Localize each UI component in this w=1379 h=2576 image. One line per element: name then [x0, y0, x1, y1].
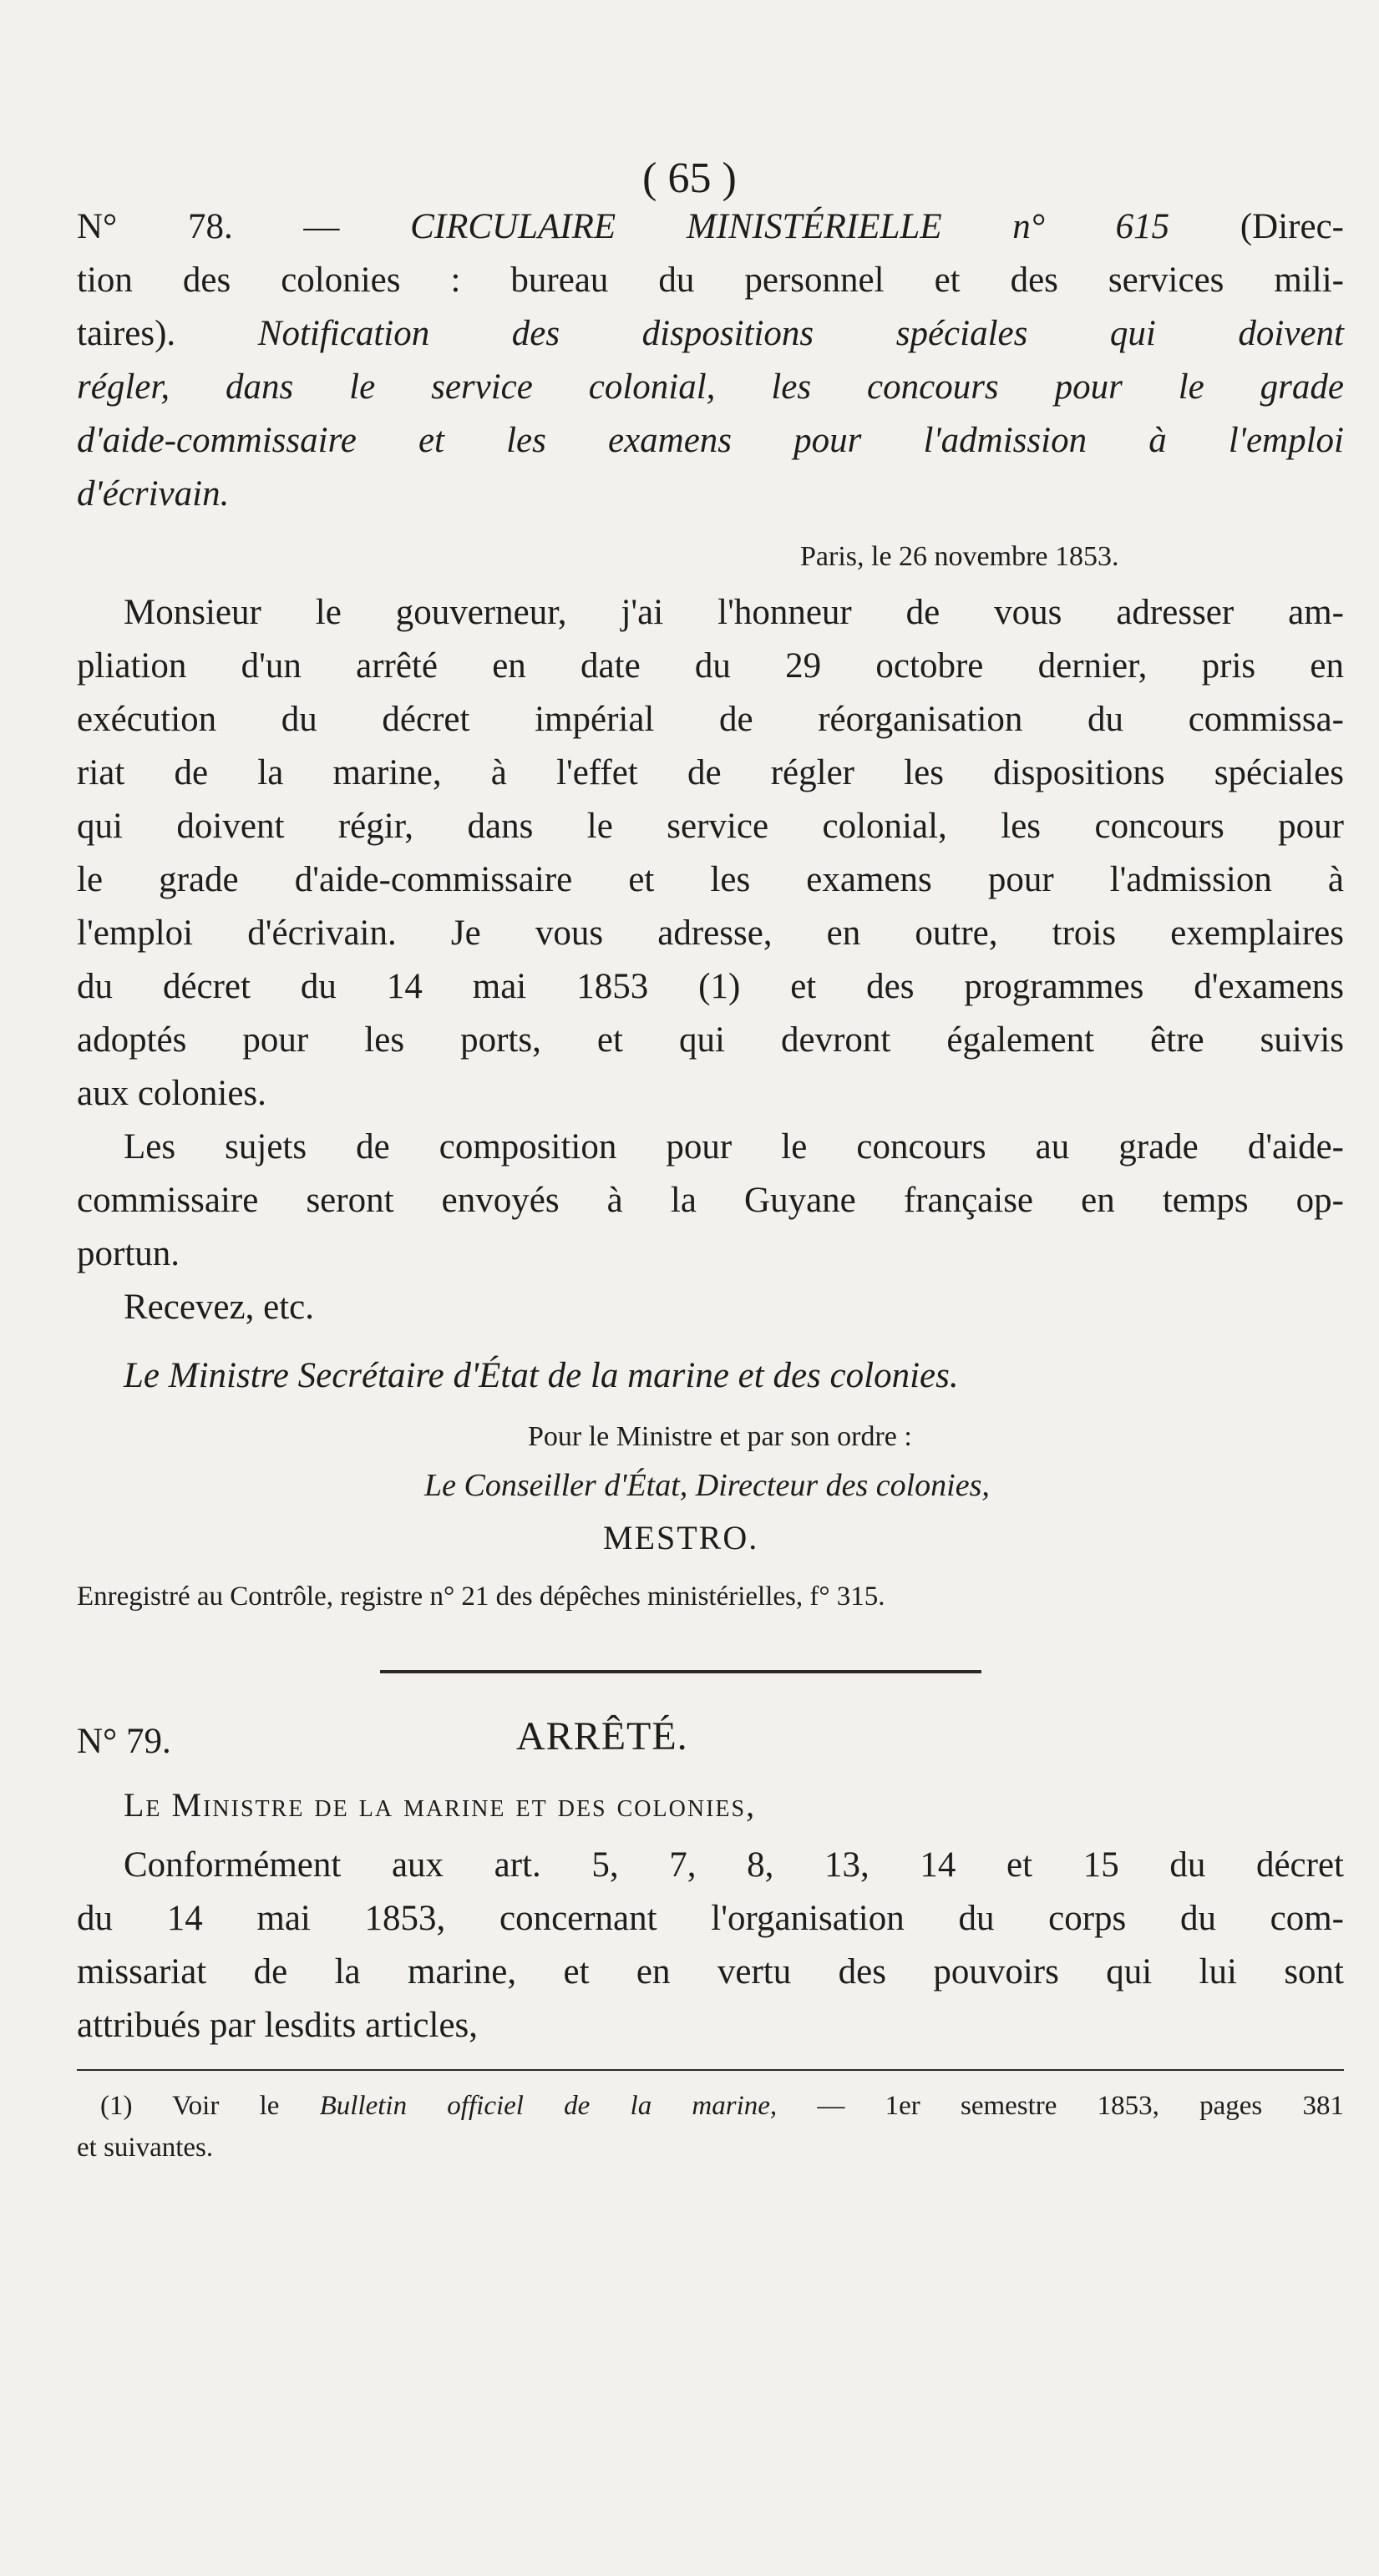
heading-line-5: d'aide-commissaire et les examens pour l'admission à l'emploi	[77, 421, 1344, 460]
heading-line-1	[77, 209, 1344, 245]
heading-line-3: taires). Notification des dispositions spéciales qui doivent	[77, 314, 1345, 353]
page-number: ( 65 )	[642, 154, 737, 202]
section-divider	[380, 1670, 981, 1673]
letter-date: Paris, le 26 novembre 1853.	[800, 541, 1119, 572]
item-79-number: N° 79.	[77, 1722, 171, 1761]
signatory-name: MESTRO.	[603, 1519, 759, 1556]
minister-title: Le Ministre Secrétaire d'État de la marine et des colonies.	[124, 1356, 959, 1395]
heading-line-2: tion des colonies : bureau du personnel et des services mili-	[77, 261, 1344, 300]
footnote-rule	[77, 2069, 1344, 2071]
arrete-title: ARRÊTÉ.	[516, 1714, 688, 1759]
heading-line-6: d'écrivain.	[77, 474, 230, 514]
by-order-line: Pour le Ministre et par son ordre :	[528, 1421, 912, 1452]
councillor-line: Le Conseiller d'État, Directeur des colonies,	[424, 1468, 990, 1503]
notification-text: Notification des dispositions spéciales qui doivent	[257, 314, 1345, 353]
ministry-authority: Le Ministre de la marine et des colonies,	[124, 1786, 757, 1824]
circular-title: CIRCULAIRE MINISTÉRIELLE n° 615	[410, 207, 1170, 246]
closing-formula: Recevez, etc.	[124, 1288, 314, 1327]
bulletin-title: Bulletin officiel de la marine,	[319, 2091, 778, 2121]
registration-note: Enregistré au Contrôle, registre n° 21 des dépêches ministérielles, f° 315.	[77, 1582, 885, 1612]
heading-line-4: régler, dans le service colonial, les concours pour le grade	[77, 367, 1344, 407]
item-number: N° 78. —	[77, 207, 411, 246]
direction-open: (Direc-	[1169, 207, 1344, 246]
document-page: ( 65 ) N° 78. — CIRCULAIRE MINISTÉRIELLE n° 615 (Direc- tion des colonies : bureau du personnel et des services mili- taires). Notification des dispositions spéciales qui doivent régler, dans le service colonial, les concours pour le grade d'aide-commissaire et les examens pour l'admission à l'emploi d'écrivain. Paris, le 26 novembre 1853. Monsieur le gouverneur, j'ai l'honneur de vous adresser am- pliation d'un arrêté en date du 29 octobre dernier, pris en exécution du décret impérial de réorganisation du commissa- riat de la marine, à l'effet de régler les dispositions spéciales qui doivent régir, dans le service colonial, les concours pour le grade d'aide-commissaire et les examens pour l'admission à l'emploi d'écrivain. Je vous adresse, en outre, trois exemplaires du décret du 14 mai 1853 (1) et des programmes d'examens adoptés pour les ports, et qui devront également être suivis aux colonies. Les sujets de composition pour le concours au grade d'aide- commissaire seront envoyés à la Guyane française en temps op- portun. Recevez, etc. Le Ministre Secrétaire d'État de la marine et des colonies. Pour le Ministre et par son ordre : Le Conseiller d'État, Directeur des colonies, MESTRO. Enregistré au Contrôle, registre n° 21 des dépêches ministérielles, f° 315. N° 79. ARRÊTÉ. Le Ministre de la marine et des colonies, Conformément aux art. 5, 7, 8, 13, 14 et 15 du décret du 14 mai 1853, concernant l'organisation du corps du com- missariat de la marine, et en vertu des pouvoirs qui lui sont attribués par lesdits articles, (1) Voir le Bulletin officiel de la marine, — 1er semestre 1853, pages 381 et suivantes.	[0, 0, 1379, 2576]
